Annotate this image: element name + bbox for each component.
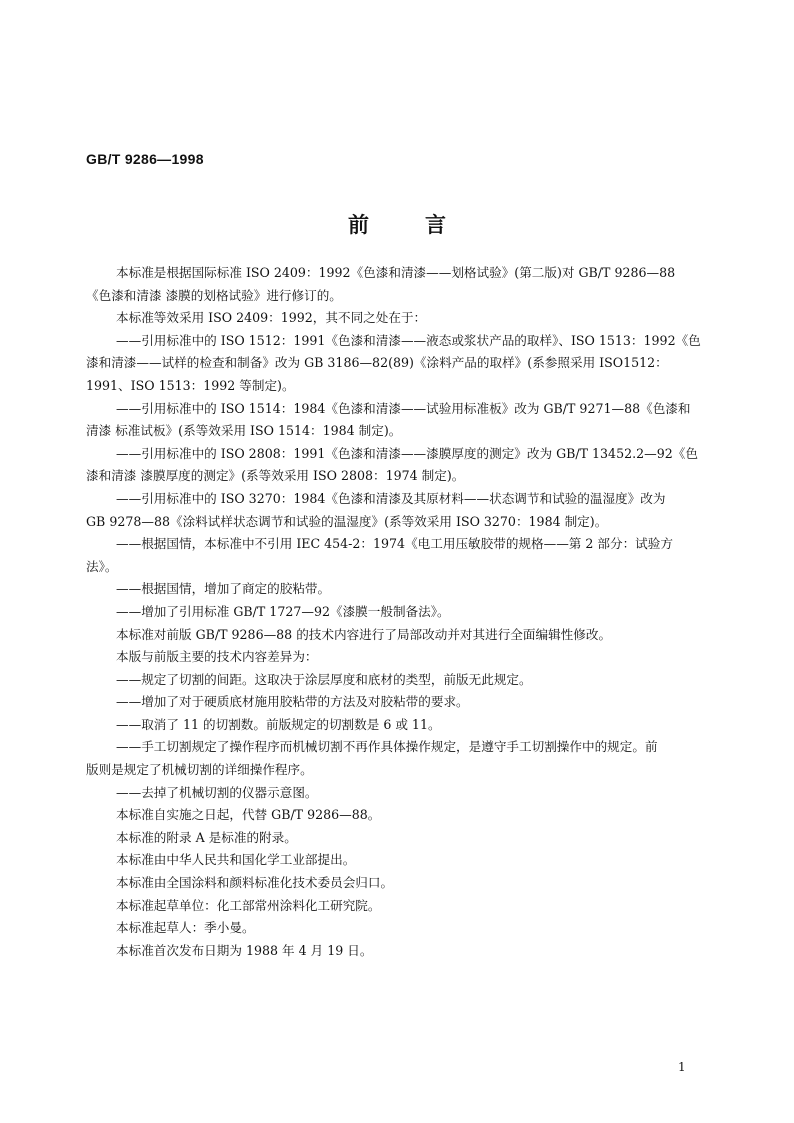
text-line: ——引用标准中的 ISO 1512：1991《色漆和清漆——液态或浆状产品的取样》、ISO 1513：1992《色 [116, 332, 701, 348]
text-line: 本标准自实施之日起，代替 GB/T 9286—88。 [116, 807, 381, 823]
text-line: 版则是规定了机械切割的详细操作程序。 [86, 762, 313, 778]
text-line: 本标准由全国涂料和颜料标准化技术委员会归口。 [116, 875, 394, 891]
page-number: 1 [678, 1060, 686, 1074]
text-line: 清漆 标准试板》(系等效采用 ISO 1514：1984 制定)。 [86, 423, 402, 439]
text-line: 本标准起草单位：化工部常州涂料化工研究院。 [116, 897, 381, 913]
page-title: 前言 [348, 212, 502, 237]
text-line: ——增加了对于硬质底材施用胶粘带的方法及对胶粘带的要求。 [116, 694, 469, 710]
text-line: ——增加了引用标准 GB/T 1727—92《漆膜一般制备法》。 [116, 603, 450, 619]
text-line: ——取消了 11 的切割数。前版规定的切割数是 6 或 11。 [116, 716, 441, 732]
text-line: ——引用标准中的 ISO 3270：1984《色漆和清漆及其原材料——状态调节和试验的温湿度》改为 [116, 490, 666, 506]
text-line: ——手工切割规定了操作程序而机械切割不再作具体操作规定，是遵守手工切割操作中的规定。前 [116, 739, 658, 755]
document-body [86, 262, 708, 962]
text-line: ——规定了切割的间距。这取决于涂层厚度和底材的类型，前版无此规定。 [116, 671, 532, 687]
text-line: 1991、ISO 1513：1992 等制定)。 [86, 377, 295, 393]
text-line: ——引用标准中的 ISO 1514：1984《色漆和清漆——试验用标准板》改为 GB/T 9271—88《色漆和 [116, 400, 691, 416]
text-line: 本标准的附录 A 是标准的附录。 [116, 829, 297, 845]
text-line: ——根据国情，本标准中不引用 IEC 454-2：1974《电工用压敏胶带的规格——第 2 部分：试验方 [116, 536, 673, 552]
text-line: 本标准对前版 GB/T 9286—88 的技术内容进行了局部改动并对其进行全面编辑性修改。 [116, 626, 612, 642]
text-line: 本标准首次发布日期为 1988 年 4 月 19 日。 [116, 942, 373, 958]
text-line: ——根据国情，增加了商定的胶粘带。 [116, 581, 331, 597]
text-line: 本标准由中华人民共和国化学工业部提出。 [116, 852, 356, 868]
text-line: 本标准等效采用 ISO 2409：1992，其不同之处在于： [116, 310, 427, 326]
text-line: GB 9278—88《涂料试样状态调节和试验的温湿度》(系等效采用 ISO 3270：1984 制定)。 [86, 513, 608, 529]
text-line: 本版与前版主要的技术内容差异为： [116, 649, 318, 665]
text-line: 法》。 [86, 558, 118, 574]
text-line: 本标准起草人：季小曼。 [116, 920, 255, 936]
text-line: ——去掉了机械切割的仪器示意图。 [116, 784, 318, 800]
text-line: 《色漆和清漆 漆膜的划格试验》进行修订的。 [86, 287, 342, 303]
text-line: 本标准是根据国际标准 ISO 2409：1992《色漆和清漆——划格试验》(第二版)对 GB/T 9286—88 [116, 265, 676, 280]
text-line: ——引用标准中的 ISO 2808：1991《色漆和清漆——漆膜厚度的测定》改为 GB/T 13452.2—92《色 [116, 445, 698, 461]
document-header: GB/T 9286—1998 [86, 151, 204, 167]
text-line: 漆和清漆——试样的检查和制备》改为 GB 3186—82(89)《涂料产品的取样》(系参照采用 ISO1512： [86, 355, 668, 371]
text-line: 漆和清漆 漆膜厚度的测定》(系等效采用 ISO 2808：1974 制定)。 [86, 468, 465, 484]
